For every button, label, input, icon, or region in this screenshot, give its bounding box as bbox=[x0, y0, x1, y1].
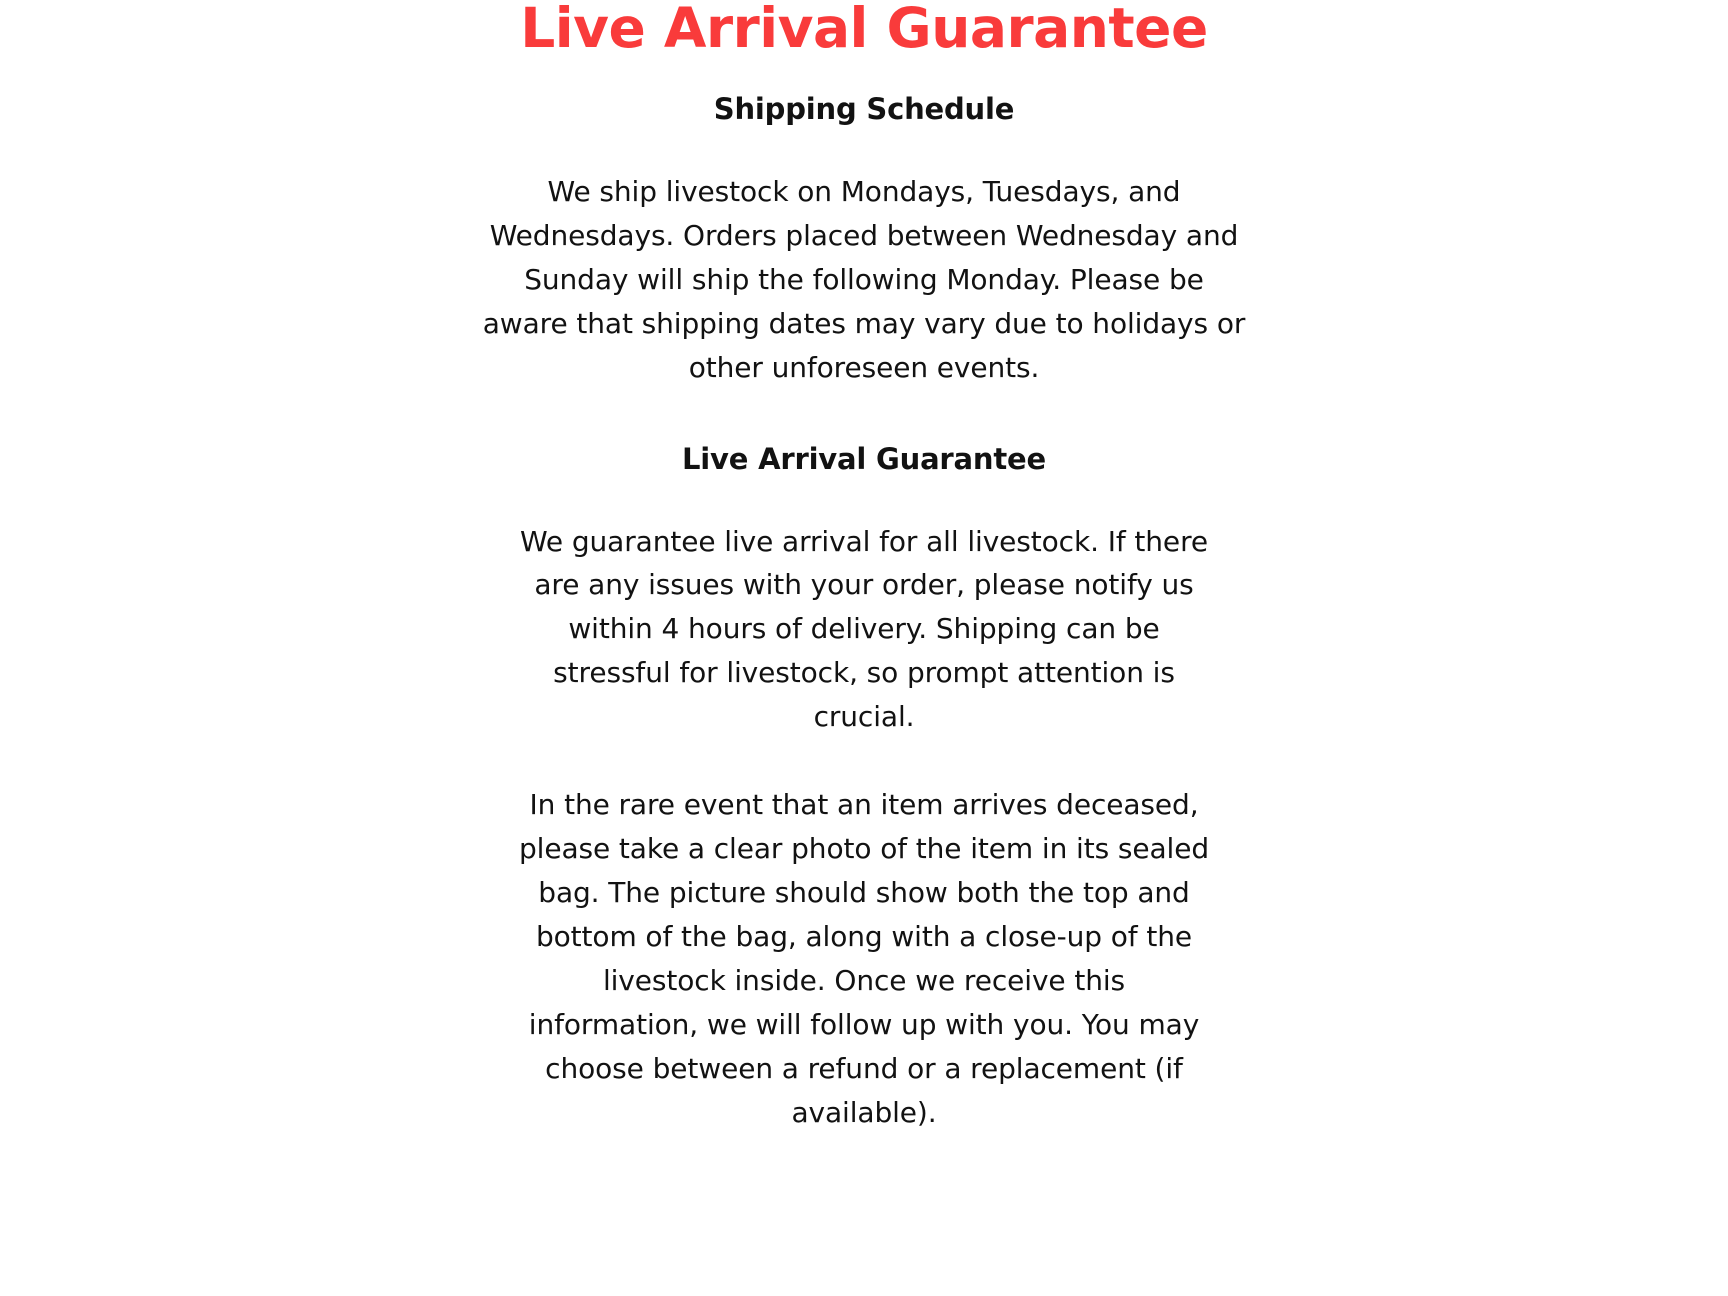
document-content bbox=[479, 0, 1249, 1135]
section-heading-shipping-schedule: Shipping Schedule bbox=[713, 91, 1015, 126]
section-heading-live-arrival-guarantee: Live Arrival Guarantee bbox=[682, 441, 1046, 476]
section-body-deceased-item-policy: In the rare event that an item arrives deceased, please take a clear photo of the item in its sealed bag. The picture should show both the top and bottom of the bag, along with a close-up of the livestock inside. Once we receive this information, we will follow up with you. You may choose between a refund or a replacement (if available). bbox=[518, 788, 1210, 1129]
page-title: Live Arrival Guarantee bbox=[520, 0, 1208, 60]
section-body-live-arrival-guarantee: We guarantee live arrival for all livestock. If there are any issues with your order, please notify us within 4 hours of delivery. Shipping can be stressful for livestock, so prompt attention is crucial. bbox=[519, 524, 1208, 734]
section-body-shipping-schedule: We ship livestock on Mondays, Tuesdays, and Wednesdays. Orders placed between Wednesday and Sunday will ship the following Monday. Please be aware that shipping dates may vary due to holidays or other unforeseen events. bbox=[482, 174, 1246, 384]
